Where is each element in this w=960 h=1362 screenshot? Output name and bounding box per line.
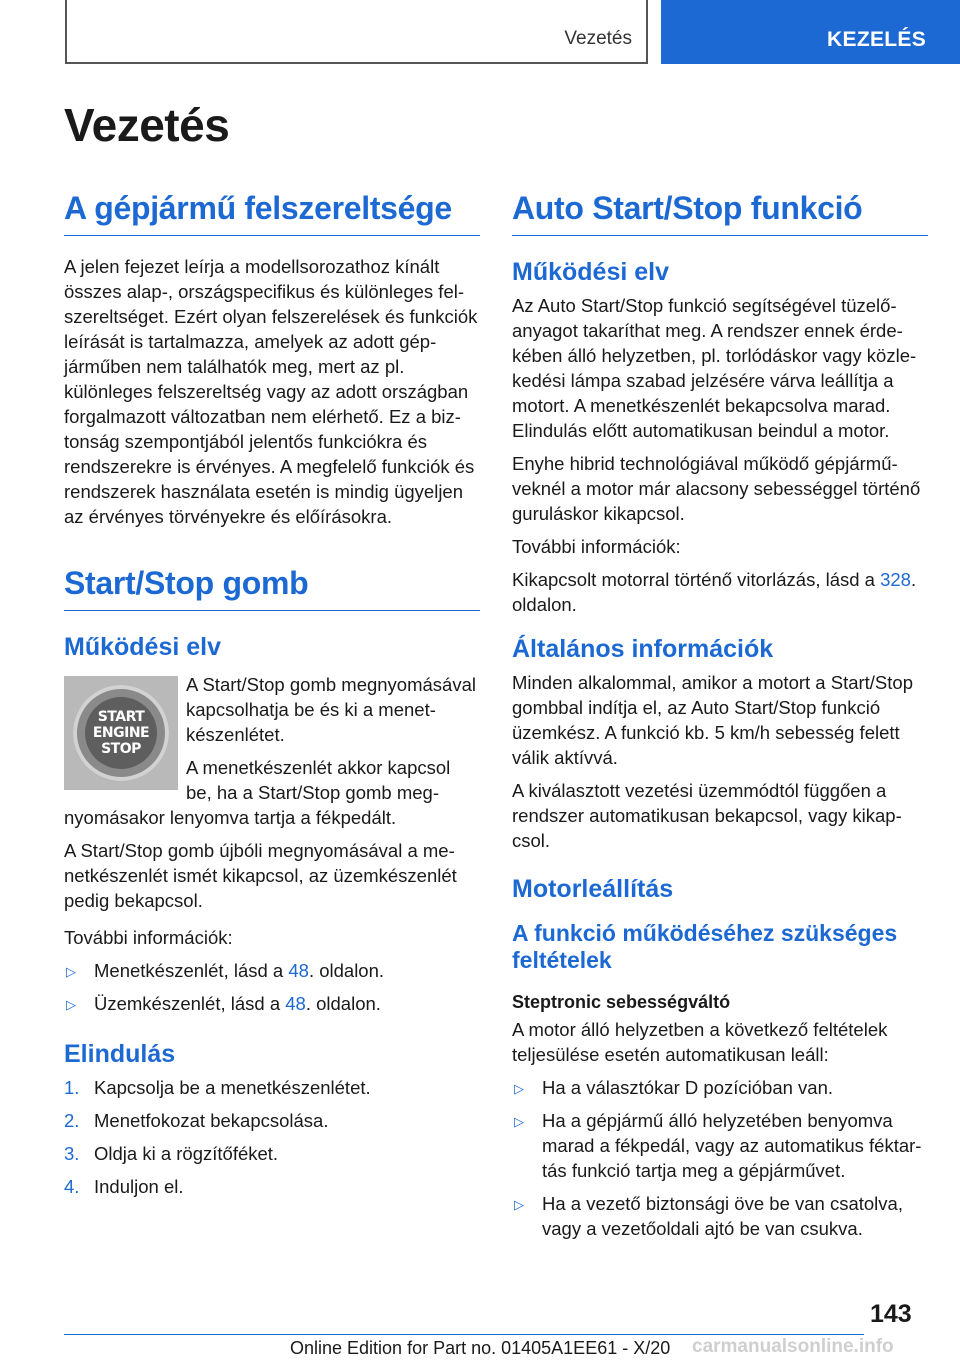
section-title-auto-start-stop: Auto Start/Stop funkció <box>512 190 928 236</box>
subsection-title-engine-stop: Motorleállítás <box>512 875 674 903</box>
auto-start-stop-paragraph-2: Enyhe hibrid technológiával működő gépjárműveknél a motor már alacsony sebességgel történő guruláskor kikapcsol. <box>512 453 921 524</box>
list-item-text: Menetkészenlét, lásd a <box>94 960 289 981</box>
list-item <box>64 1075 480 1100</box>
page-number: 143 <box>870 1300 912 1328</box>
equipment-paragraph: A jelen fejezet leírja a modellsorozathoz kínált összes alap-, országspecifikus és különleges felszereltséget. Ezért olyan felszerelések és funkciók leírását is tartalmazza, amelyek az adott gépjárműben nem találhatók meg, mert az pl. különleges felszereltség vagy az adott országban forgalmazott változatban nem elérhető. Ez a biztonság szempontjából jelentős funkciókra és rendszerekre is érvényes. A megfelelő funkciók és rendszerek használata esetén is mindig ügyeljen az érvényes törvényekre és előírásokra. <box>64 256 478 527</box>
start-engine-stop-icon <box>85 697 157 769</box>
list-item <box>512 1108 928 1183</box>
footer-divider <box>64 1334 864 1335</box>
triangle-bullet-icon: ▷ <box>514 1197 524 1213</box>
page-link-328[interactable]: 328 <box>880 569 911 590</box>
step-text: Oldja ki a rögzítőféket. <box>94 1143 279 1164</box>
start-stop-button-image <box>64 676 178 790</box>
list-item-text: Ha a választókar D pozícióban van. <box>542 1077 834 1099</box>
button-text-start: START <box>97 709 145 725</box>
page-title: Vezetés <box>64 99 230 151</box>
watermark: carmanualsonline.info <box>688 1336 898 1358</box>
triangle-bullet-icon: ▷ <box>66 964 76 979</box>
more-info-list <box>64 958 480 1016</box>
page-link-48[interactable]: 48 <box>285 993 306 1014</box>
more-info-label: További információk: <box>512 536 681 557</box>
step-text: Kapcsolja be a menetkészenlétet. <box>94 1077 371 1098</box>
start-stop-paragraph-3: A Start/Stop gomb újbóli megnyomásával a menetkészenlét ismét kikapcsol, az üzemkészenlét pedig bekapcsol. <box>64 840 457 911</box>
subsection-title-operating-principle: Működési elv <box>512 258 669 286</box>
sailing-reference <box>512 567 928 617</box>
list-item <box>64 1174 480 1199</box>
list-item-text: Üzemkészenlét, lásd a <box>94 993 286 1014</box>
step-number: 4. <box>64 1176 80 1197</box>
header-chapter-tab <box>661 0 960 64</box>
engine-stop-paragraph: A motor álló helyzetben a következő feltételek teljesülése esetén automatikusan leáll: <box>512 1019 888 1066</box>
start-stop-paragraph-1: A Start/Stop gomb megnyomásával kapcsolhatja be és ki a menetkészenlétet. <box>186 674 476 745</box>
triangle-bullet-icon: ▷ <box>514 1081 524 1097</box>
general-info-paragraph-2: A kiválasztott vezetési üzemmódtól függően a rendszer automatikusan bekapcsol, vagy kikapcsol. <box>512 780 902 851</box>
list-item-text: Ha a gépjármű álló helyzetében benyomva marad a fékpedál, vagy az automatikus féktartás funkció tartja meg a gépjárművet. <box>542 1110 922 1182</box>
list-item <box>512 1191 928 1241</box>
list-item <box>512 1075 928 1100</box>
list-item-text-end: . oldalon. <box>305 993 381 1014</box>
more-info-label: További információk: <box>64 927 233 948</box>
subsection-title-starting-off: Elindulás <box>64 1040 176 1068</box>
footer-edition-text: Online Edition for Part no. 01405A1EE61 - X/20 <box>290 1338 671 1358</box>
subsection-title-operating-principle: Működési elv <box>64 633 221 661</box>
list-item-text: Ha a vezető biztonsági öve be van csatolva, vagy a vezetőoldali ajtó be van csukva. <box>542 1193 903 1240</box>
step-number: 1. <box>64 1077 80 1098</box>
step-text: Induljon el. <box>94 1176 184 1197</box>
auto-start-stop-paragraph-1: Az Auto Start/Stop funkció segítségével tüzelőanyagot takaríthat meg. A rendszer ennek érdekében álló helyzetben, pl. torlódáskor vagy közlekedési lámpa szabad jelzésére várva leállítja a motort. A menetkészenlét bekapcsolva marad. Elindulás előtt automatikusan beindul a motor. <box>512 295 917 441</box>
page-link-48[interactable]: 48 <box>288 960 309 981</box>
general-info-paragraph-1: Minden alkalommal, amikor a motort a Start/Stop gombbal indítja el, az Auto Start/Stop funkció üzemkész. A funkció kb. 5 km/h sebesség felett válik aktívvá. <box>512 672 913 768</box>
left-column <box>64 190 480 1207</box>
section-title-equipment: A gépjármű felszereltsége <box>64 190 480 236</box>
list-item <box>64 958 480 983</box>
step-number: 2. <box>64 1110 80 1131</box>
header-chapter-label: KEZELÉS <box>827 28 926 51</box>
header-section-box <box>65 0 648 64</box>
subheading-steptronic: Steptronic sebességváltó <box>512 992 731 1013</box>
reference-text: Kikapcsolt motorral történő vitorlázás, lásd a <box>512 569 881 590</box>
button-text-stop: STOP <box>101 741 141 757</box>
triangle-bullet-icon: ▷ <box>66 997 76 1012</box>
subsection-title-general-information: Általános információk <box>512 635 774 663</box>
step-number: 3. <box>64 1143 80 1164</box>
reference-text-end: . oldalon. <box>512 569 917 615</box>
list-item <box>64 1141 480 1166</box>
right-column <box>512 190 928 1249</box>
section-title-start-stop-button: Start/Stop gomb <box>64 565 480 611</box>
button-text-engine: ENGINE <box>92 725 150 741</box>
starting-steps-list <box>64 1075 480 1199</box>
triangle-bullet-icon: ▷ <box>514 1114 524 1130</box>
list-item <box>64 991 480 1016</box>
engine-stop-conditions-list <box>512 1075 928 1241</box>
header-section-title: Vezetés <box>564 28 632 49</box>
start-stop-paragraph-2: A menetkészenlét akkor kapcsol be, ha a Start/Stop gomb megnyomásakor lenyomva tartja a fékpedált. <box>64 757 451 828</box>
list-item <box>64 1108 480 1133</box>
subheading-function-conditions: A funkció működéséhez szükséges feltételek <box>512 920 898 974</box>
list-item-text-end: . oldalon. <box>308 960 385 981</box>
step-text: Menetfokozat bekapcsolása. <box>94 1110 329 1131</box>
button-ring <box>73 685 169 781</box>
